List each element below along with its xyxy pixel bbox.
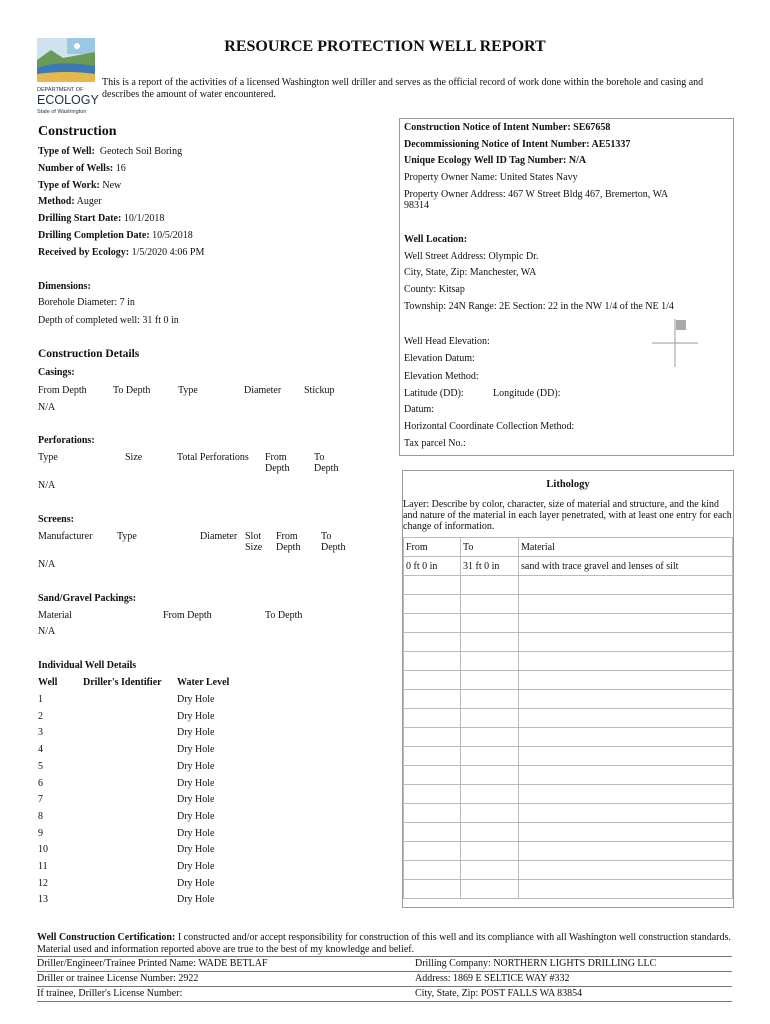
number-of-wells: Number of Wells: 16 — [38, 163, 126, 174]
lithology-row — [404, 709, 733, 728]
lithology-cell-to — [461, 804, 519, 823]
lithology-row — [404, 576, 733, 595]
lithology-row — [404, 557, 733, 576]
lithology-cell-to — [461, 766, 519, 785]
sand-col-from: From Depth — [163, 610, 212, 621]
lithology-cell-material — [519, 728, 733, 747]
well-water-level: Dry Hole — [177, 694, 215, 705]
lithology-cell-to — [461, 728, 519, 747]
well-water-level: Dry Hole — [177, 777, 215, 789]
lithology-cell-to: 31 ft 0 in — [461, 557, 519, 576]
perforations-heading: Perforations: — [38, 435, 95, 446]
screens-heading: Screens: — [38, 514, 74, 525]
lithology-row — [404, 671, 733, 690]
lithology-cell-to — [461, 671, 519, 690]
completed-depth: Depth of completed well: 31 ft 0 in — [38, 315, 179, 326]
casings-col-from: From Depth — [38, 385, 87, 396]
lithology-cell-from — [404, 823, 461, 842]
lithology-cell-to — [461, 880, 519, 899]
lithology-cell-from — [404, 633, 461, 652]
construction-heading: Construction — [38, 124, 117, 139]
lithology-box — [402, 470, 734, 908]
well-city: City, State, Zip: Manchester, WA — [404, 267, 537, 278]
lithology-row — [404, 766, 733, 785]
lithology-cell-material — [519, 595, 733, 614]
well-water-level: Dry Hole — [177, 744, 215, 756]
owner-address: Property Owner Address: 467 W Street Bldg 467, Bremerton, WA 98314 — [404, 189, 669, 211]
perf-col-size: Size — [125, 452, 143, 463]
well-number: 12 — [38, 877, 48, 889]
screens-col-slot: Slot Size — [245, 531, 263, 553]
lithology-cell-from — [404, 747, 461, 766]
well-water-level: Dry Hole — [177, 827, 215, 839]
lithology-cell-to — [461, 747, 519, 766]
lithology-cell-to — [461, 709, 519, 728]
intro-text: This is a report of the activities of a licensed Washington well driller and serves as the official record of work done within the borehole and casing and describes the amount of water encountered. — [102, 77, 704, 100]
lithology-row — [404, 747, 733, 766]
well-water-level: Dry Hole — [177, 760, 215, 772]
lithology-cell-from — [404, 595, 461, 614]
well-details-heading: Individual Well Details — [38, 660, 137, 671]
well-number: 1 — [38, 694, 43, 705]
lithology-cell-from — [404, 728, 461, 747]
perf-col-type: Type — [38, 452, 58, 463]
decommissioning-notice: Decommissioning Notice of Intent Number: AE51337 — [404, 139, 631, 150]
lithology-cell-material — [519, 747, 733, 766]
well-number: 7 — [38, 794, 43, 806]
lithology-cell-from — [404, 690, 461, 709]
well-water-level: Dry Hole — [177, 710, 215, 722]
casings-col-diameter: Diameter — [244, 385, 282, 396]
property-owner: Property Owner Name: United States Navy — [404, 172, 578, 183]
lithology-cell-material — [519, 633, 733, 652]
lithology-cell-material — [519, 614, 733, 633]
well-number: 9 — [38, 827, 43, 839]
elevation-datum: Elevation Datum: — [404, 353, 475, 364]
perforations-value: N/A — [38, 480, 56, 491]
lithology-cell-from — [404, 652, 461, 671]
logo-line3: State of Washington — [37, 109, 87, 115]
type-of-work: Type of Work: New — [38, 180, 122, 191]
page-title: RESOURCE PROTECTION WELL REPORT — [224, 38, 546, 55]
screens-col-type: Type — [117, 531, 137, 542]
lithology-cell-from — [404, 766, 461, 785]
lithology-cell-material — [519, 652, 733, 671]
screens-value: N/A — [38, 559, 56, 570]
lithology-cell-from — [404, 614, 461, 633]
lithology-cell-material — [519, 861, 733, 880]
well-number: 2 — [38, 710, 43, 722]
lithology-cell-material — [519, 823, 733, 842]
lithology-row — [404, 842, 733, 861]
lithology-header-row — [404, 538, 733, 557]
lithology-cell-to — [461, 690, 519, 709]
cert-divider — [37, 956, 732, 957]
casings-col-to: To Depth — [113, 385, 151, 396]
well-head-elevation: Well Head Elevation: — [404, 336, 490, 347]
dimensions-heading: Dimensions: — [38, 281, 91, 292]
section-grid-icon — [652, 319, 698, 367]
well-number: 11 — [38, 861, 48, 872]
lithology-cell-from — [404, 576, 461, 595]
logo-line2: ECOLOGY — [37, 93, 99, 107]
ecology-tag: Unique Ecology Well ID Tag Number: N/A — [404, 155, 587, 166]
lithology-cell-to — [461, 576, 519, 595]
wells-col-identifier: Driller's Identifier — [83, 677, 162, 688]
lithology-cell-material — [519, 690, 733, 709]
cert-divider — [37, 971, 732, 972]
lithology-cell-from — [404, 671, 461, 690]
type-of-well: Type of Well: Geotech Soil Boring — [38, 146, 183, 157]
well-water-level: Dry Hole — [177, 727, 215, 739]
lithology-row — [404, 880, 733, 899]
lithology-row — [404, 633, 733, 652]
longitude: Longitude (DD): — [493, 388, 561, 399]
elevation-method: Elevation Method: — [404, 371, 479, 382]
lithology-table — [403, 537, 733, 899]
lithology-heading: Lithology — [546, 479, 590, 490]
lithology-cell-to — [461, 614, 519, 633]
perf-col-total: Total Perforations — [177, 452, 249, 463]
lithology-cell-from — [404, 804, 461, 823]
drilling-completion-date: Drilling Completion Date: 10/5/2018 — [38, 230, 193, 241]
latitude: Latitude (DD): — [404, 388, 464, 399]
lithology-cell-from — [404, 880, 461, 899]
well-location-heading: Well Location: — [404, 234, 468, 245]
sand-col-material: Material — [38, 610, 72, 621]
lithology-cell-material — [519, 671, 733, 690]
horizontal-method: Horizontal Coordinate Collection Method: — [404, 421, 575, 432]
sand-gravel-heading: Sand/Gravel Packings: — [38, 593, 137, 604]
logo-line1: DEPARTMENT OF — [37, 87, 84, 93]
casings-value: N/A — [38, 402, 56, 413]
cert-divider — [37, 1001, 732, 1002]
well-number: 8 — [38, 810, 43, 822]
well-water-level: Dry Hole — [177, 810, 215, 822]
lithology-cell-to — [461, 595, 519, 614]
well-number: 10 — [38, 844, 48, 856]
lithology-col-header: From — [404, 538, 461, 557]
company-address: Address: 1869 E SELTICE WAY #332 — [415, 973, 570, 984]
drilling-start-date: Drilling Start Date: 10/1/2018 — [38, 213, 165, 224]
lithology-row — [404, 785, 733, 804]
lithology-cell-to — [461, 652, 519, 671]
well-number: 6 — [38, 777, 43, 789]
lithology-col-header: To — [461, 538, 519, 557]
well-water-level: Dry Hole — [177, 894, 215, 906]
lithology-cell-material — [519, 785, 733, 804]
lithology-description: Layer: Describe by color, character, size of material and structure, and the kind and nature of the material in each layer penetrated, with at least one entry for each change of information. — [403, 499, 732, 532]
wells-col-well: Well — [38, 677, 58, 688]
casings-heading: Casings: — [38, 367, 75, 378]
lithology-cell-material — [519, 842, 733, 861]
lithology-row — [404, 652, 733, 671]
sand-value: N/A — [38, 626, 56, 637]
certification: Well Construction Certification: I constructed and/or accept responsibility for construction of this well and its compliance with all Washington well construction standards. Material used and information reported above are true to the best of my knowledge and belief. — [37, 932, 731, 955]
wells-col-level: Water Level — [177, 677, 230, 688]
construction-notice: Construction Notice of Intent Number: SE67658 — [404, 122, 611, 133]
received-by-ecology: Received by Ecology: 1/5/2020 4:06 PM — [38, 247, 205, 258]
screens-col-from: From Depth — [276, 531, 301, 553]
lithology-cell-to — [461, 861, 519, 880]
well-county: County: Kitsap — [404, 284, 465, 295]
screens-col-manufacturer: Manufacturer — [38, 531, 93, 542]
lithology-col-header: Material — [519, 538, 733, 557]
lithology-cell-material: sand with trace gravel and lenses of silt — [519, 557, 733, 576]
well-water-level: Dry Hole — [177, 861, 215, 872]
casings-col-stickup: Stickup — [304, 385, 335, 396]
lithology-cell-material — [519, 880, 733, 899]
method: Method: Auger — [38, 196, 102, 207]
perf-col-from: From Depth — [265, 452, 290, 474]
lithology-row — [404, 690, 733, 709]
company-city: City, State, Zip: POST FALLS WA 83854 — [415, 988, 583, 999]
tax-parcel: Tax parcel No.: — [404, 438, 466, 449]
well-number: 4 — [38, 744, 43, 756]
lithology-cell-to — [461, 633, 519, 652]
lithology-row — [404, 595, 733, 614]
lithology-row — [404, 728, 733, 747]
well-number: 3 — [38, 727, 43, 739]
lithology-cell-from — [404, 842, 461, 861]
lithology-cell-material — [519, 766, 733, 785]
lithology-row — [404, 861, 733, 880]
well-water-level: Dry Hole — [177, 794, 215, 806]
sand-col-to: To Depth — [265, 610, 303, 621]
borehole-diameter: Borehole Diameter: 7 in — [38, 297, 135, 308]
perf-col-to: To Depth — [314, 452, 339, 474]
lithology-row — [404, 823, 733, 842]
lithology-cell-from — [404, 785, 461, 804]
well-water-level: Dry Hole — [177, 844, 215, 856]
driller-name: Driller/Engineer/Trainee Printed Name: WADE BETLAF — [37, 958, 268, 969]
datum: Datum: — [404, 404, 434, 415]
drilling-company: Drilling Company: NORTHERN LIGHTS DRILLING LLC — [415, 958, 657, 969]
lithology-cell-from — [404, 861, 461, 880]
trainee-license: If trainee, Driller's License Number: — [37, 988, 183, 999]
casings-col-type: Type — [178, 385, 198, 396]
lithology-cell-material — [519, 709, 733, 728]
lithology-cell-from — [404, 709, 461, 728]
lithology-cell-from: 0 ft 0 in — [404, 557, 461, 576]
driller-license: Driller or trainee License Number: 2922 — [37, 973, 199, 984]
lithology-cell-material — [519, 804, 733, 823]
lithology-row — [404, 614, 733, 633]
cert-divider — [37, 986, 732, 987]
construction-details-heading: Construction Details — [38, 348, 140, 360]
well-water-level: Dry Hole — [177, 877, 215, 889]
well-number: 13 — [38, 894, 48, 906]
lithology-cell-to — [461, 785, 519, 804]
lithology-cell-to — [461, 823, 519, 842]
screens-col-to: To Depth — [321, 531, 346, 553]
lithology-row — [404, 804, 733, 823]
township: Township: 24N Range: 2E Section: 22 in the NW 1/4 of the NE 1/4 — [404, 301, 674, 312]
well-street: Well Street Address: Olympic Dr. — [404, 251, 539, 262]
well-number: 5 — [38, 760, 43, 772]
lithology-cell-material — [519, 576, 733, 595]
lithology-cell-to — [461, 842, 519, 861]
screens-col-diameter: Diameter — [200, 531, 238, 542]
